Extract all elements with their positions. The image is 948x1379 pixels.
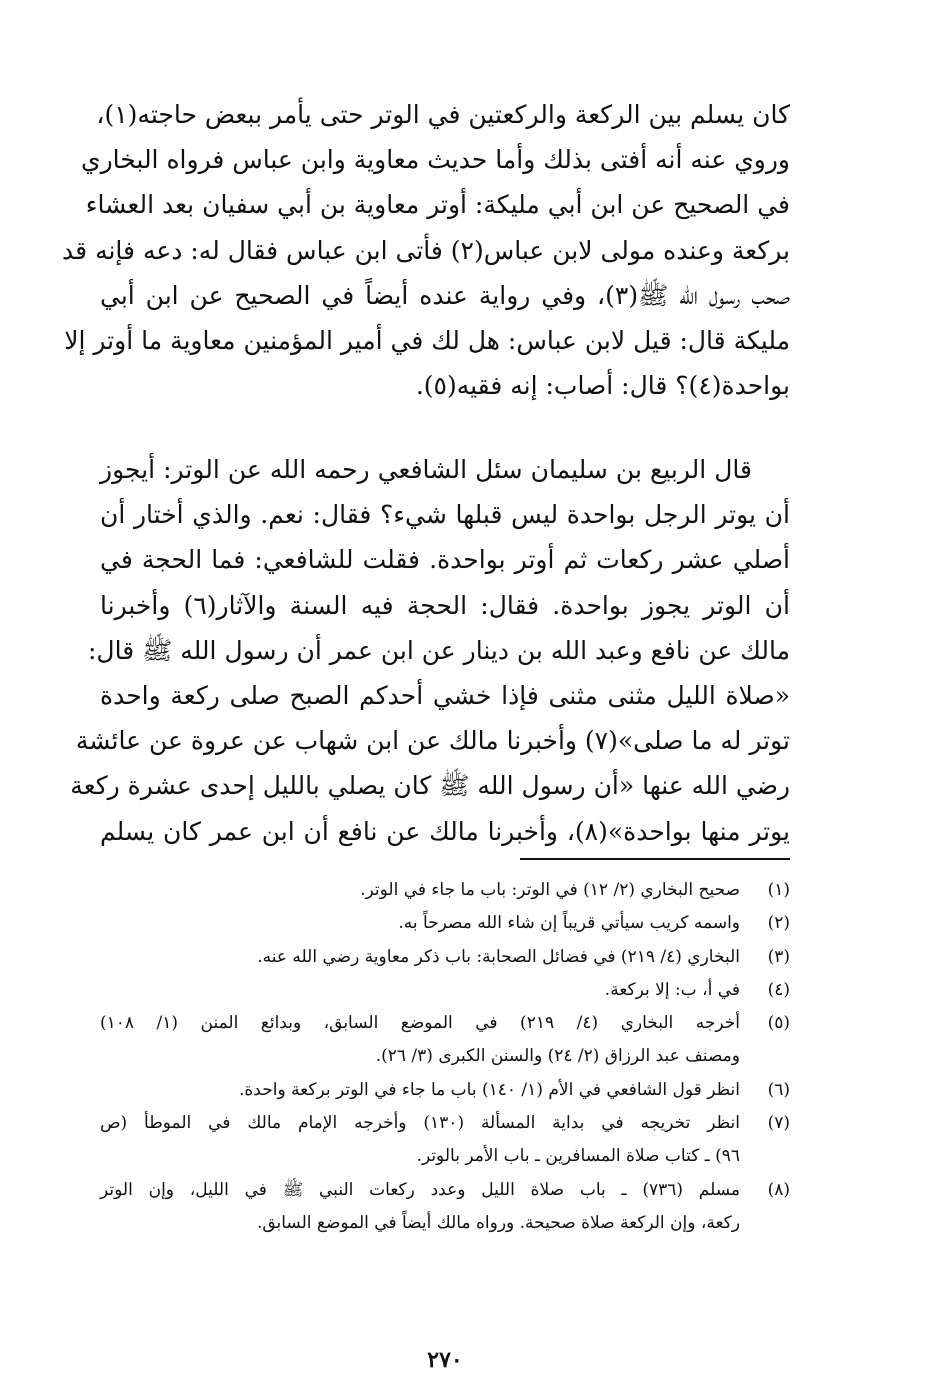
footnote-text: واسمه كريب سيأتي قريباً إن شاء الله مصرحاً به. [398, 913, 740, 934]
footnote-text: انظر تخريجه في بداية المسألة (١٣٠) وأخرجه الإمام مالك في الموطأ (ص [100, 1113, 740, 1134]
footnote-divider [520, 858, 790, 860]
text-line: مليكة قال: قيل لابن عباس: هل لك في أمير المؤمنين معاوية ما أوتر إلا [64, 326, 790, 356]
text-line: في الصحيح عن ابن أبي مليكة: أوتر معاوية بن أبي سفيان بعد العشاء [85, 190, 790, 220]
footnote-text: صحيح البخاري (٢/ ١٢) في الوتر: باب ما جاء في الوتر. [360, 880, 740, 900]
footnote-1 [100, 874, 790, 907]
footnote-6 [100, 1074, 790, 1107]
footnote-text: البخاري (٤/ ٢١٩) في فضائل الصحابة: باب ذكر معاوية رضي الله عنه. [257, 946, 740, 967]
footnote-text: ومصنف عبد الرزاق (٢/ ٢٤) والسنن الكبرى (٣/ ٢٦). [375, 1046, 740, 1067]
footnote-text: انظر قول الشافعي في الأم (١/ ١٤٠) باب ما جاء في الوتر بركعة واحدة. [238, 1079, 740, 1100]
text-line: مالك عن نافع وعبد الله بن دينار عن ابن عمر أن رسول الله ﷺ قال: [88, 635, 790, 665]
footnote-number: (٤) [767, 979, 790, 1000]
text-line: أن يوتر الرجل بواحدة ليس قبلها شيء؟ فقال: نعم. والذي أختار أن [100, 500, 790, 530]
footnote-5 [100, 1007, 790, 1074]
footnote-2 [100, 907, 790, 940]
main-paragraph-2 [70, 447, 790, 854]
footnotes [100, 874, 790, 1240]
footnote-number: (٢) [767, 913, 790, 934]
text-line: صحب رسول الله ﷺ(٣)، وفي رواية عنده أيضاً في الصحيح عن ابن أبي [100, 280, 790, 310]
footnote-text: ٩٦) ـ كتاب صلاة المسافرين ـ باب الأمر بالوتر. [416, 1146, 740, 1167]
footnote-text: مسلم (٧٣٦) ـ باب صلاة الليل وعدد ركعات النبي ﷺ في الليل، وإن الوتر [100, 1179, 741, 1200]
text-line: أصلي عشر ركعات ثم أوتر بواحدة. فقلت للشافعي: فما الحجة في [100, 545, 790, 575]
text-line: كان يسلم بين الركعة والركعتين في الوتر حتى يأمر ببعض حاجته(١)، [96, 100, 790, 129]
text-line: أن الوتر يجوز بواحدة. فقال: الحجة فيه السنة والآثار(٦) وأخبرنا [100, 590, 790, 620]
footnote-number: (٧) [767, 1113, 790, 1134]
footnote-number: (١) [767, 880, 790, 900]
footnote-text: أخرجه البخاري (٤/ ٢١٩) في الموضع السابق، وبدائع المنن (١/ ١٠٨) [100, 1013, 740, 1034]
footnote-number: (٦) [767, 1079, 790, 1100]
book-page [62, 92, 790, 1373]
page-number: ٢٧٠ [427, 1347, 463, 1373]
text-line: بركعة وعنده مولى لابن عباس(٢) فأتى ابن عباس فقال له: دعه فإنه قد [62, 235, 790, 265]
footnote-8 [100, 1174, 790, 1241]
footnote-number: (٥) [767, 1013, 790, 1034]
text-line: قال الربيع بن سليمان سئل الشافعي رحمه الله عن الوتر: أيجوز [100, 455, 752, 484]
text-line: بواحدة(٤)؟ قال: أصاب: إنه فقيه(٥). [415, 371, 790, 401]
footnote-text: ركعة، وإن الركعة صلاة صحيحة. ورواه مالك أيضاً في الموضع السابق. [256, 1212, 740, 1233]
footnote-4 [100, 974, 790, 1007]
footnote-3 [100, 941, 790, 974]
footnote-7 [100, 1107, 790, 1174]
footnote-text: في أ، ب: إلا بركعة. [604, 979, 740, 1000]
text-line: توتر له ما صلى»(٧) وأخبرنا مالك عن ابن شهاب عن عروة عن عائشة [75, 726, 790, 756]
footnote-number: (٣) [767, 946, 790, 967]
text-line: يوتر منها بواحدة»(٨)، وأخبرنا مالك عن نافع أن ابن عمر كان يسلم [100, 816, 790, 846]
main-paragraph-1 [62, 92, 790, 408]
footnote-number: (٨) [767, 1179, 790, 1200]
text-line: «صلاة الليل مثنى مثنى فإذا خشي أحدكم الصبح صلى ركعة واحدة [100, 681, 790, 711]
text-line: رضي الله عنها «أن رسول الله ﷺ كان يصلي بالليل إحدى عشرة ركعة [70, 771, 790, 801]
text-line: وروي عنه أنه أفتى بذلك وأما حديث معاوية وابن عباس فرواه البخاري [81, 145, 790, 175]
